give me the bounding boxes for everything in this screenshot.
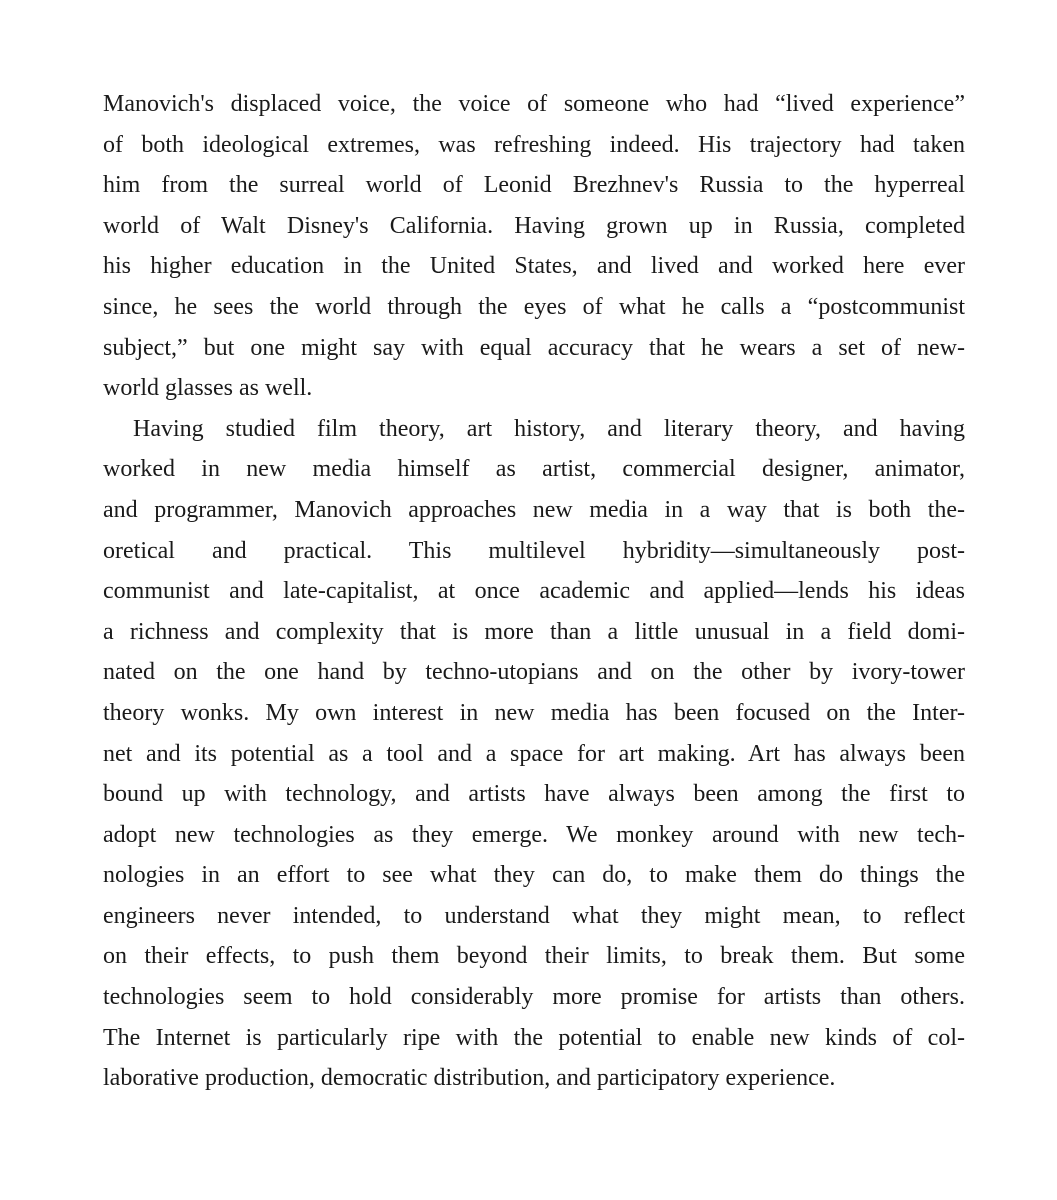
text-line: a richness and complexity that is more than a little unusual in a field domi- (103, 618, 965, 645)
text-line: Manovich's displaced voice, the voice of someone who had “lived experience” (103, 91, 965, 117)
paragraph-2 (103, 409, 965, 1099)
text-line: nated on the one hand by techno-utopians and on the other by ivory-tower (103, 659, 965, 686)
text-line: him from the surreal world of Leonid Brezhnev's Russia to the hyperreal (103, 172, 965, 199)
text-line: world glasses as well. (103, 375, 313, 402)
text-line: on their effects, to push them beyond their limits, to break them. But some (103, 943, 965, 970)
text-line: communist and late-capitalist, at once academic and applied—lends his ideas (103, 578, 965, 605)
text-line: Having studied film theory, art history, and literary theory, and having (133, 415, 965, 442)
text-line: worked in new media himself as artist, commercial designer, animator, (103, 456, 965, 483)
text-line: technologies seem to hold considerably more promise for artists than others. (103, 984, 965, 1011)
text-line: nologies in an effort to see what they can do, to make them do things the (103, 862, 965, 889)
text-line: since, he sees the world through the eyes of what he calls a “postcommunist (103, 293, 965, 320)
text-line: engineers never intended, to understand what they might mean, to reflect (103, 902, 965, 929)
text-line: adopt new technologies as they emerge. We monkey around with new tech- (103, 821, 965, 848)
text-line: bound up with technology, and artists have always been among the first to (103, 781, 965, 808)
text-line: his higher education in the United States, and lived and worked here ever (103, 253, 965, 280)
text-line: The Internet is particularly ripe with the potential to enable new kinds of col- (103, 1024, 965, 1051)
text-line: world of Walt Disney's California. Having grown up in Russia, completed (103, 212, 965, 239)
paragraph-1 (103, 84, 965, 409)
text-line: and programmer, Manovich approaches new media in a way that is both the- (103, 496, 965, 523)
text-line: theory wonks. My own interest in new media has been focused on the Inter- (103, 699, 965, 726)
text-line: net and its potential as a tool and a space for art making. Art has always been (103, 740, 965, 767)
text-line: subject,” but one might say with equal accuracy that he wears a set of new- (103, 334, 965, 361)
text-line: laborative production, democratic distribution, and participatory experience. (103, 1065, 836, 1092)
body-text (103, 84, 965, 1099)
text-line: oretical and practical. This multilevel hybridity—simultaneously post- (103, 537, 965, 564)
text-line: of both ideological extremes, was refreshing indeed. His trajectory had taken (103, 131, 965, 158)
